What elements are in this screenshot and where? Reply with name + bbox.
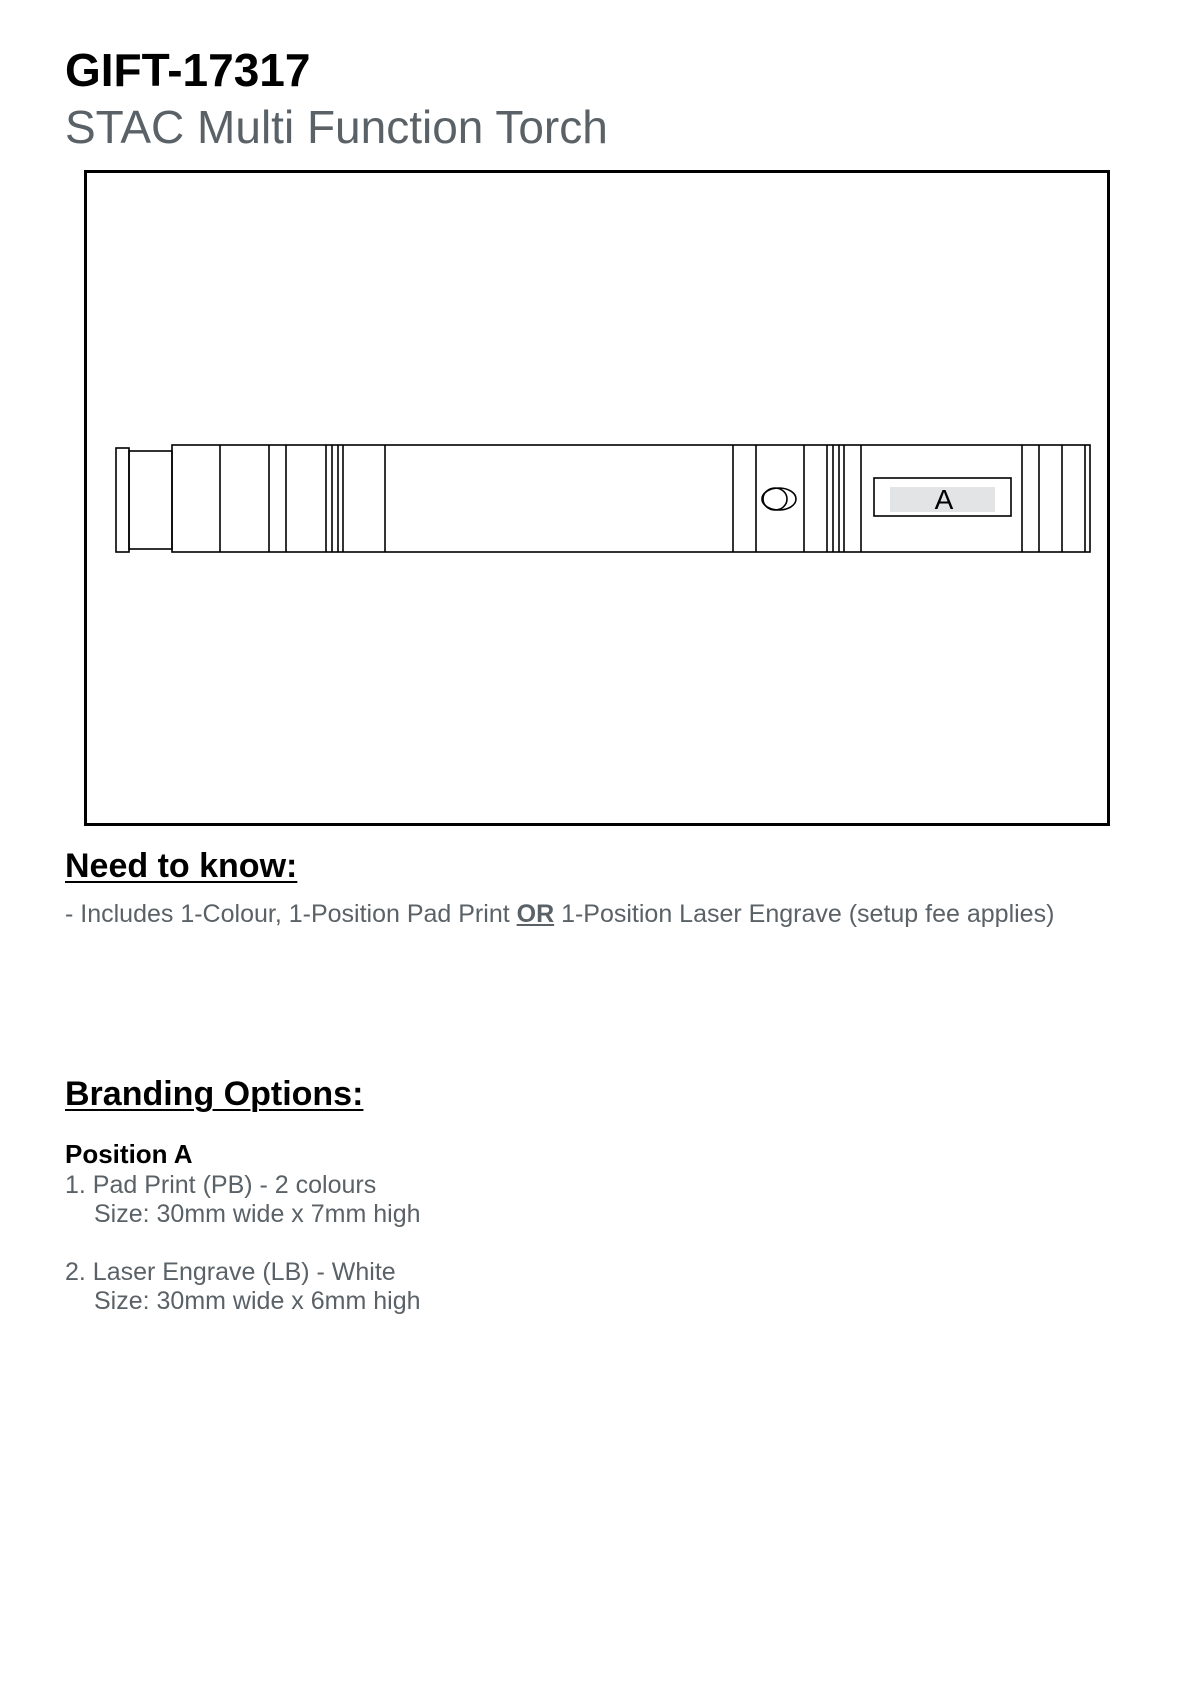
torch-head-collar: [129, 451, 172, 549]
option-size: Size: 30mm wide x 6mm high: [94, 1287, 421, 1315]
note-suffix: 1-Position Laser Engrave (setup fee applies): [554, 900, 1055, 928]
product-diagram-frame: [84, 170, 1110, 826]
branding-options-heading: Branding Options:: [65, 1075, 364, 1113]
torch-line-drawing: [87, 173, 1107, 823]
note-or: OR: [516, 900, 555, 928]
option-line: 2. Laser Engrave (LB) - White: [65, 1258, 396, 1286]
branding-option-laser-engrave: [65, 1258, 421, 1316]
position-a-title: Position A: [65, 1139, 193, 1169]
need-to-know-note: [65, 900, 1054, 929]
need-to-know-heading: Need to know:: [65, 847, 298, 885]
note-prefix: - Includes 1-Colour, 1-Position Pad Print: [65, 900, 517, 928]
position-label: A: [934, 484, 954, 515]
branding-option-pad-print: [65, 1171, 421, 1229]
option-size: Size: 30mm wide x 7mm high: [94, 1200, 421, 1228]
product-code: GIFT-17317: [65, 44, 311, 96]
product-name: STAC Multi Function Torch: [65, 101, 608, 153]
option-line: 1. Pad Print (PB) - 2 colours: [65, 1171, 377, 1199]
torch-end-cap: [116, 448, 129, 552]
